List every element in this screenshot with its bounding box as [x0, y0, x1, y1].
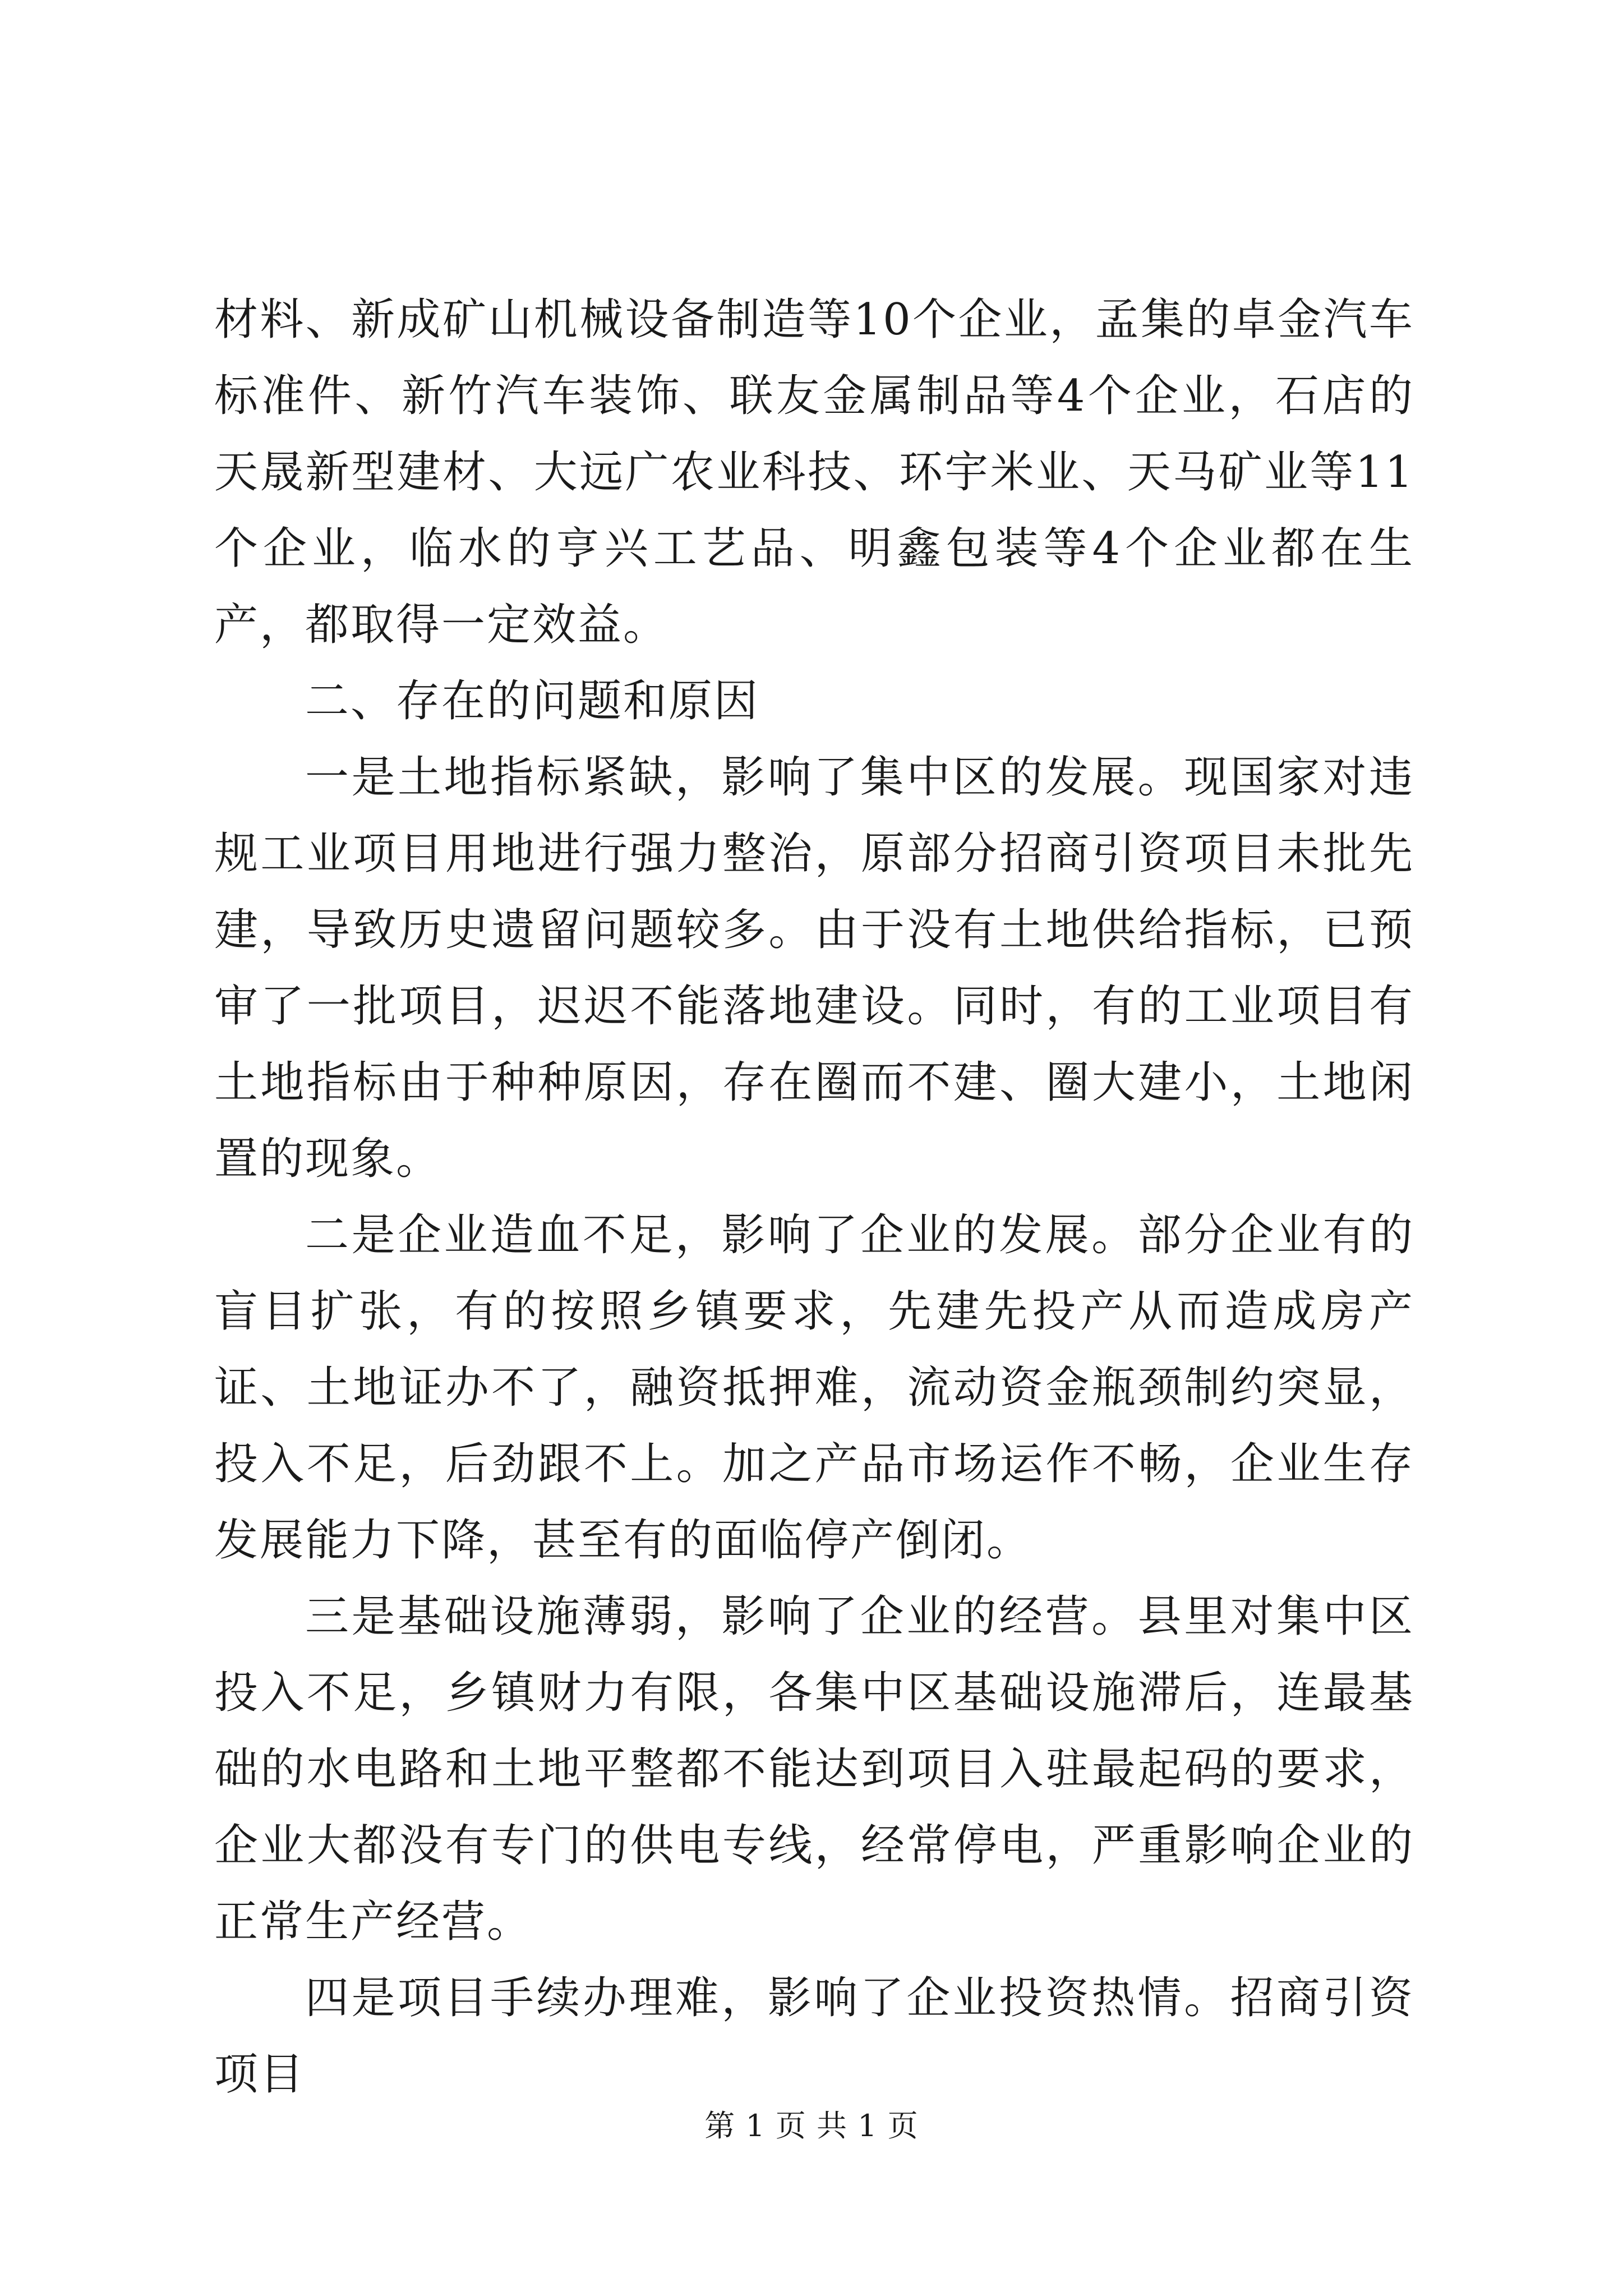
document-body [214, 282, 1414, 2113]
paragraph-land-shortage: 一是土地指标紧缺，影响了集中区的发展。现国家对违规工业项目用地进行强力整治，原部分招商引资项目未批先建，导致历史遗留问题较多。由于没有土地供给指标，已预审了一批项目，迟迟不能落地建设。同时，有的工业项目有土地指标由于种种原因，存在圈而不建、圈大建小，土地闲置的现象。 [214, 752, 1414, 1184]
paragraph-funding-shortage: 二是企业造血不足，影响了企业的发展。部分企业有的盲目扩张，有的按照乡镇要求，先建先投产从而造成房产证、土地证办不了，融资抵押难，流动资金瓶颈制约突显，投入不足，后劲跟不上。加之产品市场运作不畅，企业生存发展能力下降，甚至有的面临停产倒闭。 [214, 1210, 1414, 1566]
section-heading: 二、存在的问题和原因 [305, 676, 760, 726]
paragraph-procedures: 四是项目手续办理难，影响了企业投资热情。招商引资项目 [214, 1973, 1414, 2100]
paragraph-infrastructure: 三是基础设施薄弱，影响了企业的经营。县里对集中区投入不足，乡镇财力有限，各集中区基础设施滞后，连最基础的水电路和土地平整都不能达到项目入驻最起码的要求，企业大都没有专门的供电专线，经常停电，严重影响企业的正常生产经营。 [214, 1591, 1414, 1947]
paragraph-enterprises: 材料、新成矿山机械设备制造等10个企业，孟集的卓金汽车标准件、新竹汽车装饰、联友金属制品等4个企业，石店的天晟新型建材、大远广农业科技、环宇米业、天马矿业等11个企业，临水的亨兴工艺品、明鑫包装等4个企业都在生产，都取得一定效益。 [214, 295, 1414, 650]
page-number-footer: 第 1 页 共 1 页 [704, 2108, 919, 2143]
